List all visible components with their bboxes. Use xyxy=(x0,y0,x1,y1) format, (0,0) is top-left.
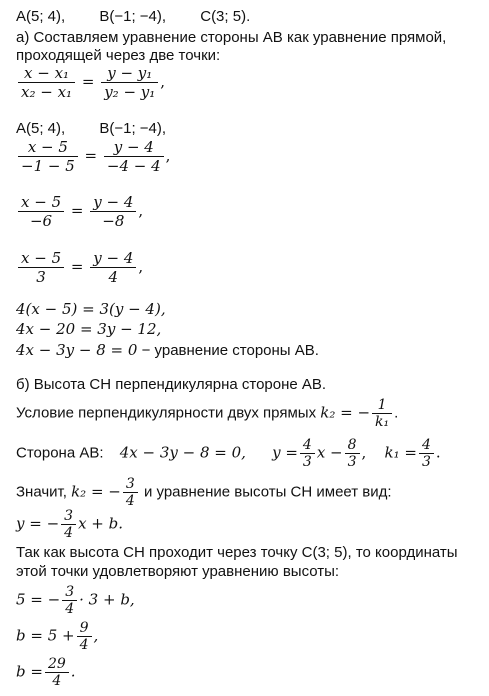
numerator: 3 xyxy=(61,508,76,525)
condition-period: . xyxy=(394,404,399,422)
equals-sign: = xyxy=(70,201,84,220)
comma: , xyxy=(361,443,367,462)
denominator: 3 xyxy=(302,454,312,470)
fraction-left xyxy=(18,138,78,175)
b1-lhs: b = 5 + xyxy=(16,626,75,645)
perpendicular-condition xyxy=(16,397,398,430)
denominator: 3 xyxy=(421,454,431,470)
comma: , xyxy=(138,201,144,220)
denominator: 4 xyxy=(79,637,89,653)
height-fraction xyxy=(61,508,76,541)
denominator: k₁ xyxy=(375,414,390,430)
b2-tail: . xyxy=(70,662,76,681)
denominator: 3 xyxy=(36,268,46,286)
b2-fraction xyxy=(45,656,69,689)
sub-fraction xyxy=(62,584,77,617)
denominator: x₂ − x₁ xyxy=(21,83,73,101)
denominator: 4 xyxy=(108,268,119,286)
fraction-right xyxy=(104,138,164,175)
numerator: 29 xyxy=(45,656,69,673)
denominator: −4 − 4 xyxy=(106,157,161,175)
slope-fraction xyxy=(300,437,315,470)
denominator: −1 − 5 xyxy=(21,157,75,175)
equals-sign: = xyxy=(84,146,98,165)
period: . xyxy=(435,443,441,462)
substitution-c xyxy=(16,584,135,617)
denominator: 3 xyxy=(347,454,357,470)
numerator: 9 xyxy=(77,620,92,637)
numerator: 4 xyxy=(419,437,434,454)
fraction-right xyxy=(101,64,158,101)
hence-text-1: Значит, xyxy=(16,483,72,501)
linear-equation-3 xyxy=(16,341,319,360)
b1-tail: , xyxy=(93,626,99,645)
k1-lhs: k₁ = xyxy=(384,443,417,462)
fraction-left xyxy=(18,64,75,101)
denominator: 4 xyxy=(64,525,74,541)
denominator: 4 xyxy=(125,493,135,509)
numerator: 8 xyxy=(345,437,360,454)
linear-equation-1: 4(x − 5) = 3(y − 4), xyxy=(16,300,166,318)
fraction-right xyxy=(90,249,136,286)
point-b: B(−1; −4), xyxy=(99,8,167,25)
comma: , xyxy=(165,146,171,165)
slope-form-lhs: y = xyxy=(272,443,298,462)
b1-fraction xyxy=(77,620,92,653)
point-a: A(5; 4), xyxy=(16,8,66,25)
intercept-fraction xyxy=(345,437,360,470)
passes-line-2: этой точки удовлетворяют уравнению высоты: xyxy=(16,563,340,580)
numerator: 4 xyxy=(300,437,315,454)
condition-fraction xyxy=(372,397,392,430)
numerator: 3 xyxy=(62,584,77,601)
fraction-right xyxy=(90,193,136,230)
sub-lhs: 5 = − xyxy=(16,590,61,609)
numerator: y − y₁ xyxy=(101,64,158,83)
numerator: 1 xyxy=(372,397,392,414)
fraction-left xyxy=(18,193,64,230)
hence-text-2: и уравнение высоты CH имеет вид: xyxy=(139,483,392,501)
comma: , xyxy=(160,72,166,91)
side-ab-label: Сторона AB: xyxy=(16,444,104,462)
linear-equation-2: 4x − 20 = 3y − 12, xyxy=(16,320,162,338)
point-a: A(5; 4), xyxy=(16,120,66,137)
points-line xyxy=(16,8,250,26)
point-c: C(3; 5). xyxy=(200,8,251,25)
condition-text: Условие перпендикулярности двух прямых xyxy=(16,404,321,422)
b-equation-2 xyxy=(16,656,76,689)
passes-line-1: Так как высота CH проходит через точку C(3; 5), то координаты xyxy=(16,544,458,561)
points-ab-line xyxy=(16,120,166,138)
denominator: 4 xyxy=(52,673,62,689)
height-equation xyxy=(16,508,123,541)
k2-lhs: k₂ = − xyxy=(71,482,121,501)
fraction-left xyxy=(18,249,64,286)
numerator: 3 xyxy=(123,476,138,493)
slope-form-mid: x − xyxy=(316,443,343,462)
height-lhs: y = − xyxy=(16,514,60,533)
numerator: y − 4 xyxy=(90,193,136,212)
numerator: x − x₁ xyxy=(18,64,75,83)
substitution-2 xyxy=(16,193,143,230)
k2-fraction xyxy=(123,476,138,509)
part-a-heading-2: проходящей через две точки: xyxy=(16,47,221,64)
side-ab-caption: − уравнение стороны AB. xyxy=(137,342,319,359)
substitution-3 xyxy=(16,249,143,286)
part-b-heading: б) Высота CH перпендикулярна стороне AB. xyxy=(16,376,327,393)
equals-sign: = xyxy=(81,72,95,91)
numerator: y − 4 xyxy=(90,249,136,268)
numerator: y − 4 xyxy=(104,138,164,157)
height-tail: x + b. xyxy=(78,514,124,533)
side-ab-equation: 4x − 3y − 8 = 0, xyxy=(119,443,246,462)
side-ab-line xyxy=(16,437,441,470)
numerator: x − 5 xyxy=(18,138,78,157)
side-ab-equation: 4x − 3y − 8 = 0 xyxy=(16,341,138,359)
hence-line xyxy=(16,476,392,509)
part-a-heading-1: а) Составляем уравнение стороны AB как уравнение прямой, xyxy=(16,29,447,46)
comma: , xyxy=(138,257,144,276)
equals-sign: = xyxy=(70,257,84,276)
b2-lhs: b = xyxy=(16,662,43,681)
condition-lhs: k₂ = − xyxy=(320,403,371,422)
denominator: y₂ − y₁ xyxy=(104,83,156,101)
two-point-formula xyxy=(16,64,165,101)
point-b: B(−1; −4), xyxy=(99,120,167,137)
denominator: −8 xyxy=(102,212,125,230)
k1-fraction xyxy=(419,437,434,470)
substitution-1 xyxy=(16,138,170,175)
sub-tail: · 3 + b, xyxy=(79,590,135,609)
denominator: 4 xyxy=(65,601,75,617)
numerator: x − 5 xyxy=(18,249,64,268)
b-equation-1 xyxy=(16,620,98,653)
numerator: x − 5 xyxy=(18,193,64,212)
denominator: −6 xyxy=(29,212,53,230)
